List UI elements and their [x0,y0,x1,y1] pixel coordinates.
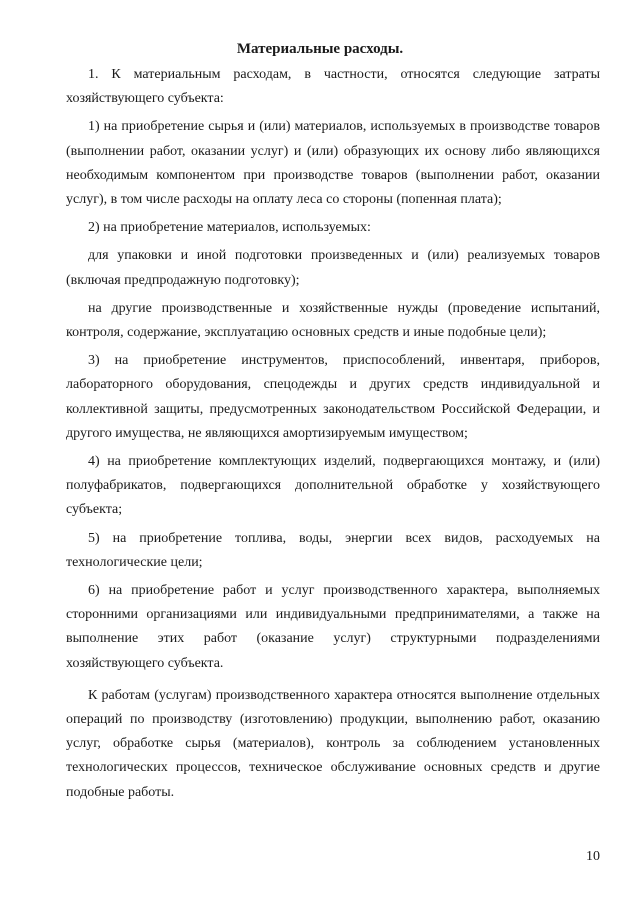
paragraph-intro: 1. К материальным расходам, в частности, относятся следующие затраты хозяйствующего субъекта: [66,67,600,107]
document-title: Материальные расходы. [236,41,404,57]
paragraph-item-3: 3) на приобретение инструментов, приспособлений, инвентаря, приборов, лабораторного оборудования, спецодежды и других средств индивидуальной и коллективной защиты, предусмотренных законодательством Российской Федерации, и другого имущества, не являющихся амортизируемым имуществом; [66,353,600,441]
paragraph-item-2-packaging: для упаковки и иной подготовки произведенных и (или) реализуемых товаров (включая предпродажную подготовку); [66,248,600,288]
paragraph-item-2-other-needs: на другие производственные и хозяйственные нужды (проведение испытаний, контроля, содержание, эксплуатацию основных средств и иные подобные цели); [66,300,600,341]
paragraph-item-1: 1) на приобретение сырья и (или) материалов, используемых в производстве товаров (выполнении работ, оказании услуг) и (или) образующих их основу либо являющихся необходимым компонентом при производстве товаров (выполнении работ, оказании услуг), в том числе расходы на оплату леса со стороны (попенная плата); [66,119,600,208]
paragraph-item-2: 2) на приобретение материалов, используемых: [88,220,371,236]
page-number: 10 [586,849,600,864]
paragraph-production-works: К работам (услугам) производственного характера относятся выполнение отдельных операций по производству (изготовлению) продукции, выполнению работ, оказанию услуг, обработке сырья (материалов), контроль за соблюдением установленных технологических процессов, техническое обслуживание основных средств и другие подобные работы. [66,687,600,800]
document-body [66,63,600,805]
paragraph-item-5: 5) на приобретение топлива, воды, энергии всех видов, расходуемых на технологические цели; [66,530,600,570]
paragraph-item-6: 6) на приобретение работ и услуг производственного характера, выполняемых сторонними организациями или индивидуальными предпринимателями, а также на выполнение этих работ (оказание услуг) структурными подразделениями хозяйствующего субъекта. [66,583,600,671]
paragraph-item-4: 4) на приобретение комплектующих изделий, подвергающихся монтажу, и (или) полуфабрикатов, подвергающихся дополнительной обработке у хозяйствующего субъекта; [66,454,600,518]
